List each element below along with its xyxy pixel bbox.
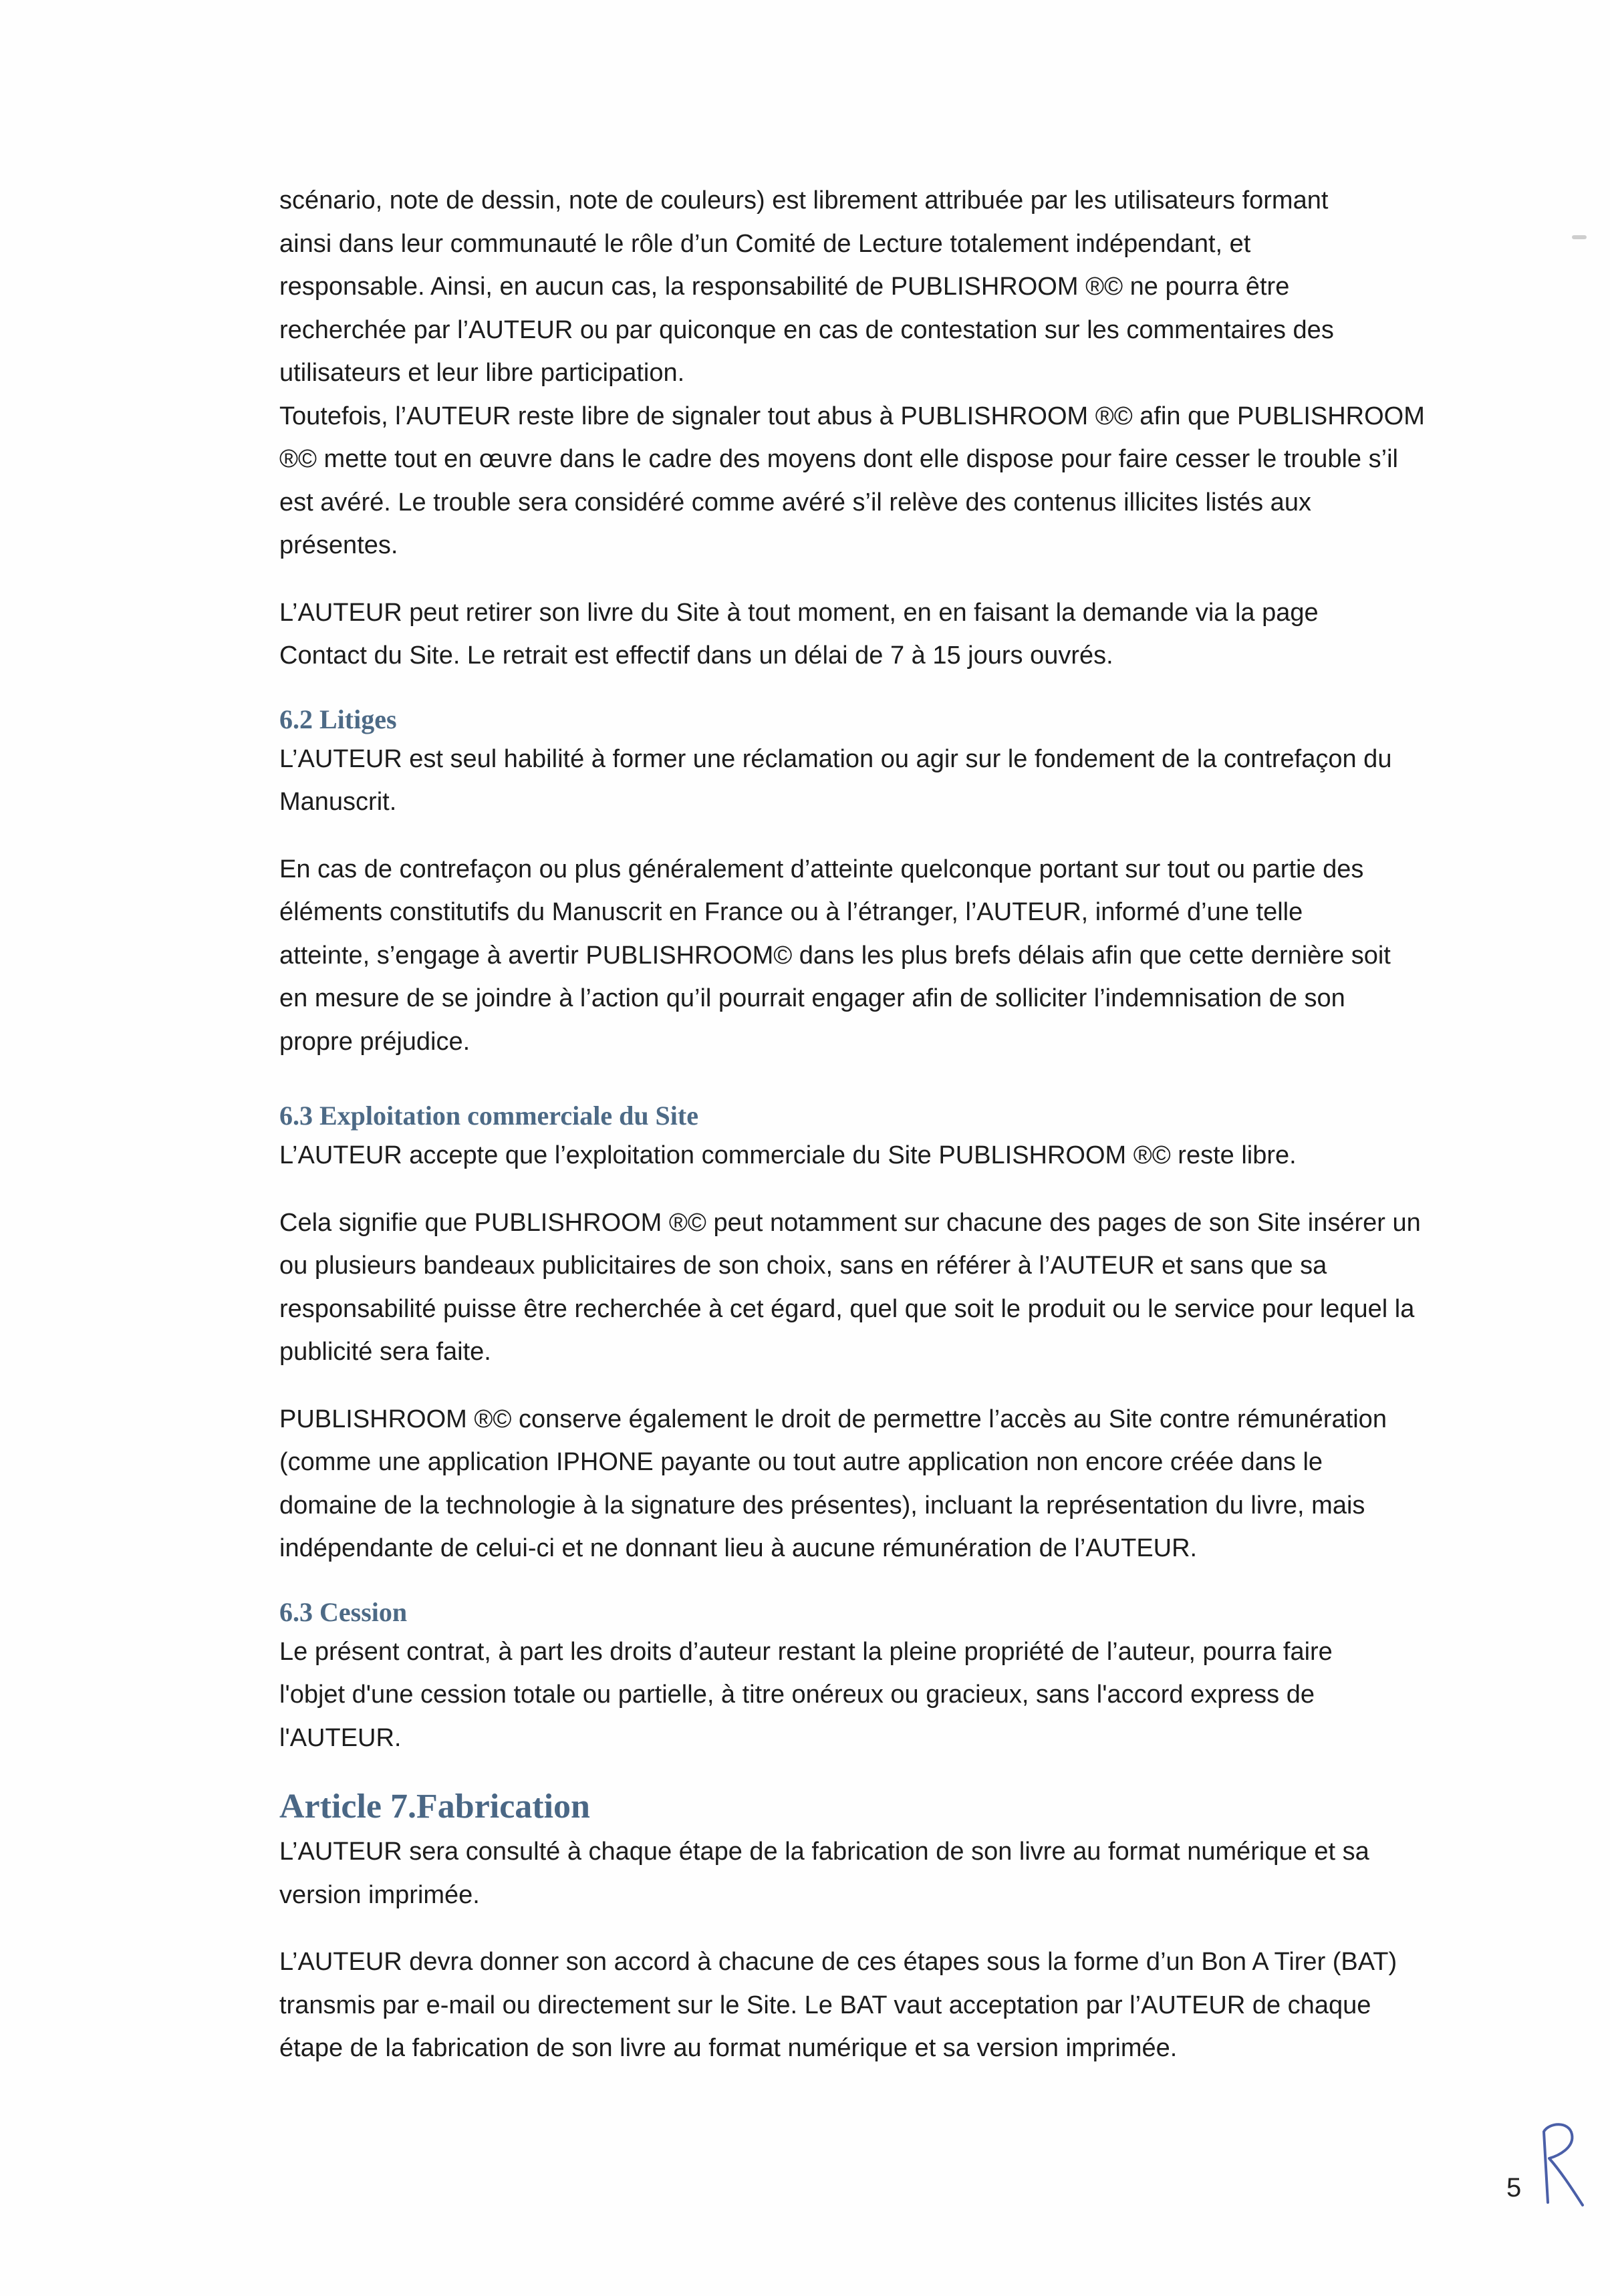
paragraph-bon-a-tirer: L’AUTEUR devra donner son accord à chacune de ces étapes sous la forme d’un Bon A Tirer (BAT) transmis par e-mail ou directement sur le Site. Le BAT vaut acceptation par l’AUTEUR de chaque étape de la fabrication de son livre au format numérique et sa version imprimée. xyxy=(279,1948,1397,2062)
paragraph-consultation-auteur: L’AUTEUR sera consulté à chaque étape de la fabrication de son livre au format numérique et sa version imprimée. xyxy=(279,1838,1369,1909)
handwritten-initial-signature xyxy=(1536,2117,1589,2210)
heading-litiges: 6.2 Litiges xyxy=(279,704,397,734)
heading-exploitation-commerciale: 6.3 Exploitation commerciale du Site xyxy=(279,1101,698,1131)
page-number: 5 xyxy=(1506,2173,1522,2202)
scan-speck xyxy=(1572,235,1587,239)
paragraph-comite-lecture: scénario, note de dessin, note de couleurs) est librement attribuée par les utilisateurs formant ainsi dans leur communauté le rôle d’un Comité de Lecture totalement indépendant, et responsable. Ainsi, en aucun cas, la responsabilité de PUBLISHROOM ®© ne pourra être recherchée par l’AUTEUR ou par quiconque en cas de contestation sur les commentaires des utilisateurs et leur libre participation. Toutefois, l’AUTEUR reste libre de signaler tout abus à PUBLISHROOM ®© afin que PUBLISHROOM ®© mette tout en œuvre dans le cadre des moyens dont elle dispose pour faire cesser le trouble s’il est avéré. Le trouble sera considéré comme avéré s’il relève des contenus illicites listés aux présentes. xyxy=(279,186,1425,559)
page-content xyxy=(279,179,1516,2070)
paragraph-contrefacon: En cas de contrefaçon ou plus généralement d’atteinte quelconque portant sur tout ou partie des éléments constitutifs du Manuscrit en France ou à l’étranger, l’AUTEUR, informé d’une telle atteinte, s’engage à avertir PUBLISHROOM© dans les plus brefs délais afin que cette dernière soit en mesure de se joindre à l’action qu’il pourrait engager afin de solliciter l’indemnisation de son propre préjudice. xyxy=(279,855,1391,1056)
heading-cession: 6.3 Cession xyxy=(279,1596,408,1627)
paragraph-cession: Le présent contrat, à part les droits d’auteur restant la pleine propriété de l’auteur, pourra faire l'objet d'une cession totale ou partielle, à titre onéreux ou gracieux, sans l'accord express de l'AUTEUR. xyxy=(279,1637,1333,1752)
paragraph-reclamation: L’AUTEUR est seul habilité à former une réclamation ou agir sur le fondement de la contrefaçon du Manuscrit. xyxy=(279,744,1392,816)
paragraph-retrait-livre: L’AUTEUR peut retirer son livre du Site à tout moment, en en faisant la demande via la page Contact du Site. Le retrait est effectif dans un délai de 7 à 15 jours ouvrés. xyxy=(279,598,1319,670)
heading-article-7-fabrication: Article 7.Fabrication xyxy=(279,1787,590,1826)
paragraph-bandeaux-publicitaires: Cela signifie que PUBLISHROOM ®© peut notamment sur chacune des pages de son Site insérer un ou plusieurs bandeaux publicitaires de son choix, sans en référer à l’AUTEUR et sans que sa responsabilité puisse être recherchée à cet égard, quel que soit le produit ou le service pour lequel la publicité sera faite. xyxy=(279,1208,1421,1366)
paragraph-exploitation-libre: L’AUTEUR accepte que l’exploitation commerciale du Site PUBLISHROOM ®© reste libre. xyxy=(279,1141,1297,1169)
paragraph-acces-remuneration: PUBLISHROOM ®© conserve également le droit de permettre l’accès au Site contre rémunération (comme une application IPHONE payante ou tout autre application non encore créée dans le domaine de la technologie à la signature des présentes), incluant la représentation du livre, mais indépendante de celui-ci et ne donnant lieu à aucune rémunération de l’AUTEUR. xyxy=(279,1405,1387,1562)
